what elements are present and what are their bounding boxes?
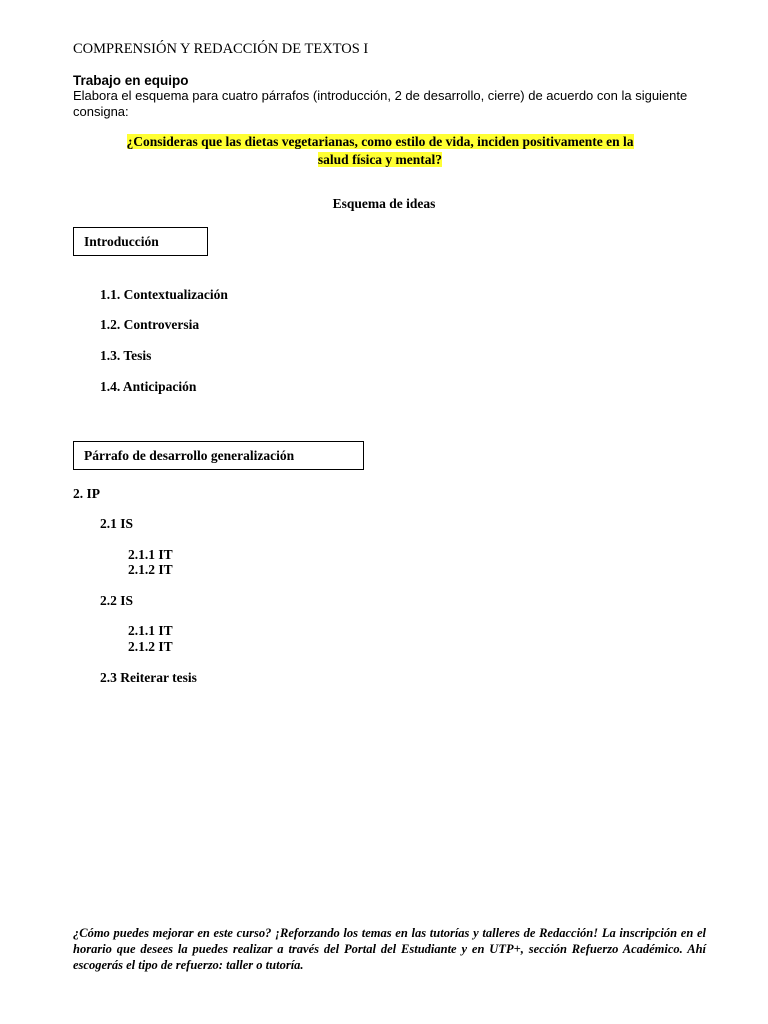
dev-item-it-1-1: 2.1.1 IT xyxy=(128,547,173,562)
scheme-title: Esquema de ideas xyxy=(332,196,436,211)
intro-item-controversia: 1.2. Controversia xyxy=(100,317,200,332)
dev-item-is-2: 2.2 IS xyxy=(100,593,134,608)
prompt-question xyxy=(100,133,660,169)
intro-box: Introducción xyxy=(73,227,208,256)
section-subtitle: Trabajo en equipo xyxy=(73,73,189,88)
dev-item-ip: 2. IP xyxy=(73,486,100,501)
document-title: COMPRENSIÓN Y REDACCIÓN DE TEXTOS I xyxy=(73,41,369,57)
development-box: Párrafo de desarrollo generalización xyxy=(73,441,364,470)
dev-item-is-1: 2.1 IS xyxy=(100,516,134,531)
instructions-text: Elabora el esquema para cuatro párrafos (introducción, 2 de desarrollo, cierre) de acuerdo con la siguiente consigna: xyxy=(73,88,688,119)
intro-item-contextualizacion: 1.1. Contextualización xyxy=(100,287,228,302)
footer-note: ¿Cómo puedes mejorar en este curso? ¡Reforzando los temas en las tutorías y talleres de Redacción! La inscripción en el horario que desees la puedes realizar a través del Portal del Estudiante y en UTP+, sección Refuerzo Académico. Ahí escogerás el tipo de refuerzo: taller o tutoría. xyxy=(73,926,706,972)
prompt-line-1: ¿Consideras que las dietas vegetarianas, como estilo de vida, inciden positivamente en la xyxy=(126,134,634,149)
intro-item-tesis: 1.3. Tesis xyxy=(100,348,152,363)
dev-item-it-2-2: 2.1.2 IT xyxy=(128,639,173,654)
dev-item-it-1-2: 2.1.2 IT xyxy=(128,562,173,577)
prompt-line-2: salud física y mental? xyxy=(317,152,443,167)
dev-item-it-2-1: 2.1.1 IT xyxy=(128,623,173,638)
intro-item-anticipacion: 1.4. Anticipación xyxy=(100,379,197,394)
dev-item-reiterate-thesis: 2.3 Reiterar tesis xyxy=(100,670,197,685)
